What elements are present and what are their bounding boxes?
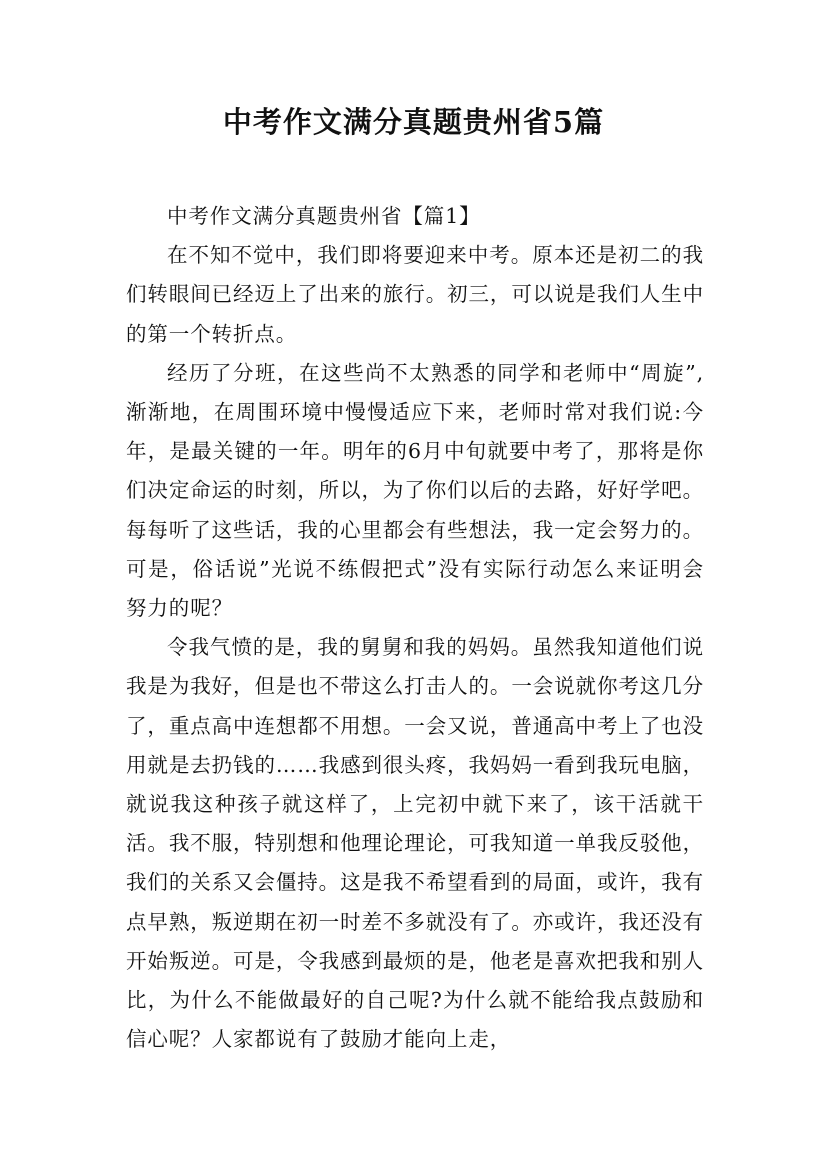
section-heading: 中考作文满分真题贵州省【篇1】 (167, 204, 481, 228)
document-body (126, 197, 704, 1059)
paragraph-1: 在不知不觉中，我们即将要迎来中考。原本还是初二的我们转眼间已经迈上了出来的旅行。初三，可以说是我们人生中的第一个转折点。 (126, 243, 704, 346)
document-title: 中考作文满分真题贵州省5篇 (222, 105, 605, 139)
paragraph-3: 令我气愤的是，我的舅舅和我的妈妈。虽然我知道他们说我是为我好，但是也不带这么打击人的。一会说就你考这几分了，重点高中连想都不用想。一会又说，普通高中考上了也没用就是去扔钱的……我感到很头疼，我妈妈一看到我玩电脑，就说我这种孩子就这样了，上完初中就下来了，该干活就干活。我不服，特别想和他理论理论，可我知道一单我反驳他，我们的关系又会僵持。这是我不希望看到的局面，或许，我有点早熟，叛逆期在初一时差不多就没有了。亦或许，我还没有开始叛逆。可是，令我感到最烦的是，他老是喜欢把我和别人比，为什么不能做最好的自己呢?为什么就不能给我点鼓励和信心呢？人家都说有了鼓励才能向上走， (126, 635, 704, 1052)
paragraph-2: 经历了分班，在这些尚不太熟悉的同学和老师中“周旋”,渐渐地，在周围环境中慢慢适应下来，老师时常对我们说:今年，是最关键的一年。明年的6月中旬就要中考了，那将是你们决定命运的时刻，所以，为了你们以后的去路，好好学吧。每每听了这些话，我的心里都会有些想法，我一定会努力的。可是，俗话说”光说不练假把式”没有实际行动怎么来证明会努力的呢？ (126, 360, 704, 621)
